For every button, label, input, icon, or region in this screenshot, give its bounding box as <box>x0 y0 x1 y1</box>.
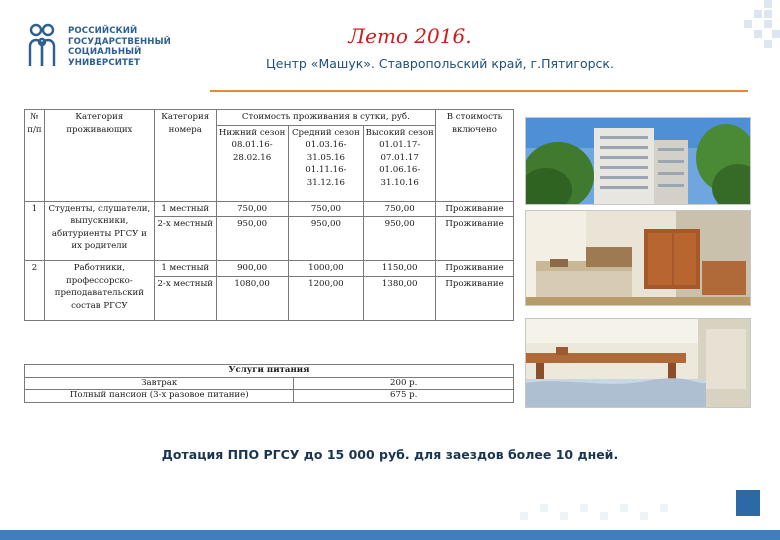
header-included: В стоимость включено <box>436 110 514 202</box>
row-room: 1 местный <box>154 261 216 277</box>
table-header-row <box>25 110 514 126</box>
food-title: Услуги питания <box>25 365 514 378</box>
food-row <box>25 377 514 390</box>
row-high: 750,00 <box>364 201 436 217</box>
decorative-squares <box>720 0 780 60</box>
logo-line: УНИВЕРСИТЕТ <box>68 57 140 68</box>
header-room: Категория номера <box>154 110 216 202</box>
season-low: Нижний сезон 08.01.16-28.02.16 <box>216 125 288 201</box>
subsidy-note: Дотация ППО РГСУ до 15 000 руб. для заездов более 10 дней. <box>161 447 619 462</box>
room-photo <box>525 210 751 306</box>
people-logo-icon <box>26 22 58 70</box>
page-subtitle: Центр «Машук». Ставропольский край, г.Пятигорск. <box>266 56 614 71</box>
row-high: 950,00 <box>364 217 436 261</box>
bottom-bar <box>0 530 780 540</box>
room-photo-2 <box>525 318 751 408</box>
header-category: Категория проживающих <box>44 110 154 202</box>
food-name: Полный пансион (3-х разовое питание) <box>25 390 294 403</box>
row-room: 2-х местный <box>154 217 216 261</box>
row-low: 1080,00 <box>216 276 288 320</box>
header-num: № п/п <box>25 110 45 202</box>
food-row <box>25 390 514 403</box>
row-mid: 750,00 <box>288 201 364 217</box>
logo-line: СОЦИАЛЬНЫЙ <box>68 47 142 57</box>
season-high: Высокий сезон 01.01.17-07.01.17 01.06.16-31.10.16 <box>364 125 436 201</box>
room-image <box>526 211 751 306</box>
row-included: Проживание <box>436 217 514 261</box>
row-num: 1 <box>25 201 45 261</box>
price-table <box>24 109 514 321</box>
building-photo <box>525 117 751 205</box>
row-low: 900,00 <box>216 261 288 277</box>
room-image-2 <box>526 319 751 408</box>
row-high: 1380,00 <box>364 276 436 320</box>
row-room: 1 местный <box>154 201 216 217</box>
row-high: 1150,00 <box>364 261 436 277</box>
row-included: Проживание <box>436 261 514 277</box>
row-mid: 1200,00 <box>288 276 364 320</box>
season-mid: Средний сезон 01.03.16-31.05.16 01.11.16-31.12.16 <box>288 125 364 201</box>
row-included: Проживание <box>436 201 514 217</box>
food-name: Завтрак <box>25 377 294 390</box>
decorative-pattern <box>520 494 720 524</box>
food-price: 675 р. <box>294 390 514 403</box>
row-category: Студенты, слушатели, выпускники, абитуриенты РГСУ и их родители <box>44 201 154 261</box>
building-image <box>526 118 751 205</box>
logo-line: РОССИЙСКИЙ <box>68 26 138 36</box>
row-room: 2-х местный <box>154 276 216 320</box>
food-price: 200 р. <box>294 377 514 390</box>
header-cost: Стоимость проживания в сутки, руб. <box>216 110 435 126</box>
title-divider <box>210 90 748 92</box>
food-header-row <box>25 365 514 378</box>
food-table <box>24 364 514 403</box>
table-row <box>25 201 514 217</box>
row-mid: 1000,00 <box>288 261 364 277</box>
logo-line: ГОСУДАРСТВЕННЫЙ <box>68 36 171 47</box>
row-included: Проживание <box>436 276 514 320</box>
row-low: 750,00 <box>216 201 288 217</box>
decorative-square <box>736 490 760 516</box>
page-title: Лето 2016. <box>348 24 472 48</box>
row-category: Работники, профессорско-преподавательский состав РГСУ <box>44 261 154 321</box>
row-num: 2 <box>25 261 45 321</box>
row-mid: 950,00 <box>288 217 364 261</box>
table-row <box>25 261 514 277</box>
row-low: 950,00 <box>216 217 288 261</box>
